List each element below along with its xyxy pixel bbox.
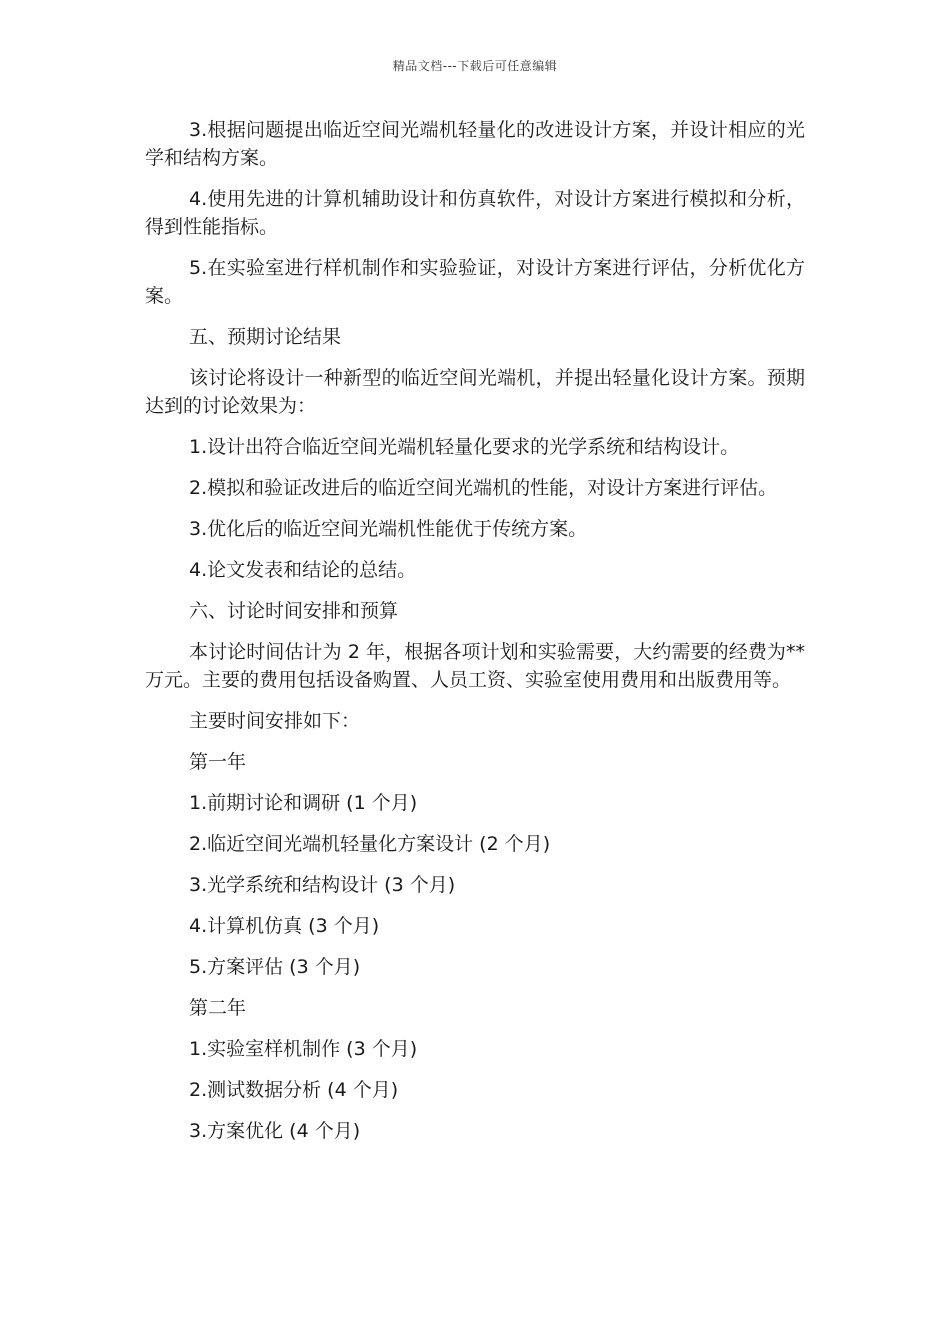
schedule-item: 1.实验室样机制作 (3 个月) xyxy=(189,1038,418,1060)
year-two-heading: 第二年 xyxy=(189,997,247,1019)
section-heading-schedule-budget: 六、讨论时间安排和预算 xyxy=(189,600,399,622)
paragraph-budget: 本讨论时间估计为 2 年，根据各项计划和实验需要，大约需要的经费为**万元。主要的费用包括设备购置、人员工资、实验室使用费用和出版费用等。 xyxy=(145,641,805,691)
schedule-item: 1.前期讨论和调研 (1 个月) xyxy=(189,792,418,814)
schedule-item: 2.测试数据分析 (4 个月) xyxy=(189,1079,399,1101)
schedule-item: 2.临近空间光端机轻量化方案设计 (2 个月) xyxy=(189,833,551,855)
paragraph-method-5: 5.在实验室进行样机制作和实验验证，对设计方案进行评估，分析优化方案。 xyxy=(145,257,805,307)
schedule-item: 5.方案评估 (3 个月) xyxy=(189,956,361,978)
schedule-item: 3.光学系统和结构设计 (3 个月) xyxy=(189,874,456,896)
paragraph-expected-intro: 该讨论将设计一种新型的临近空间光端机，并提出轻量化设计方案。预期达到的讨论效果为： xyxy=(145,367,805,417)
section-heading-expected-results: 五、预期讨论结果 xyxy=(189,326,342,348)
year-one-heading: 第一年 xyxy=(189,751,247,773)
schedule-item: 3.方案优化 (4 个月) xyxy=(189,1120,361,1142)
paragraph-method-3: 3.根据问题提出临近空间光端机轻量化的改进设计方案，并设计相应的光学和结构方案。 xyxy=(145,119,805,169)
schedule-item: 4.计算机仿真 (3 个月) xyxy=(189,915,380,937)
paragraph-method-4: 4.使用先进的计算机辅助设计和仿真软件，对设计方案进行模拟和分析，得到性能指标。 xyxy=(145,188,805,238)
paragraph-expected-1: 1.设计出符合临近空间光端机轻量化要求的光学系统和结构设计。 xyxy=(189,436,740,458)
page-header: 精品文档---下载后可任意编辑 xyxy=(392,59,558,73)
paragraph-expected-2: 2.模拟和验证改进后的临近空间光端机的性能，对设计方案进行评估。 xyxy=(189,477,778,499)
paragraph-schedule-intro: 主要时间安排如下： xyxy=(189,710,361,732)
document-body xyxy=(145,116,805,1145)
paragraph-expected-3: 3.优化后的临近空间光端机性能优于传统方案。 xyxy=(189,518,588,540)
paragraph-expected-4: 4.论文发表和结论的总结。 xyxy=(189,559,417,581)
